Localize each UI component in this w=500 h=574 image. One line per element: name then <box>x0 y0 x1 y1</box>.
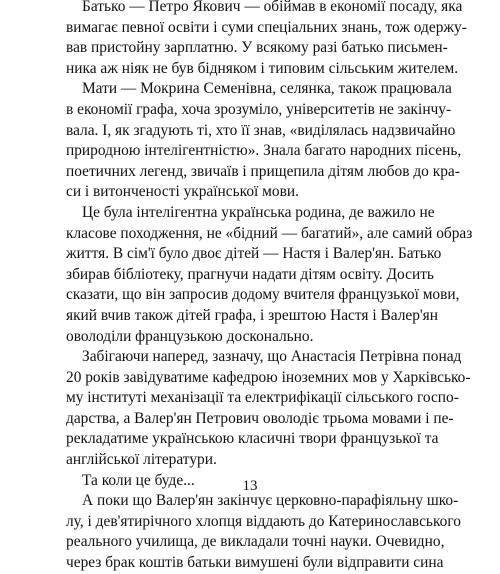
text-line: збирав бібліотеку, прагнучи надати дітям освіту. Досить <box>66 265 434 283</box>
text-line: лу, і дев'ятирічного хлопця віддають до Катеринославського <box>66 512 461 530</box>
text-line: дарства, а Валер'ян Петрович оволодіє трьома мовами і пе- <box>66 409 454 427</box>
text-line: сказати, що він запросив додому вчителя французької мови, <box>66 286 460 304</box>
text-line: Батько — Петро Якович — обіймав в економії посаду, яка <box>82 0 463 15</box>
text-line: вала. І, як згадують ті, хто її знав, «виділялась надзвичайно <box>66 121 456 139</box>
text-line: життя. В сім'ї було двоє дітей — Настя і Валер'ян. Батько <box>66 245 442 263</box>
paragraph-4 <box>66 347 471 471</box>
text-line: Мати — Мокрина Семенівна, селянка, також працювала <box>82 80 452 98</box>
text-line: ника аж ніяк не був бідняком і типовим сільським жителем. <box>66 59 459 77</box>
text-line: Та коли це буде... <box>82 471 195 489</box>
page-number: 13 <box>242 478 258 494</box>
text-line: через брак коштів батьки вимушені були відправити сина <box>66 554 444 572</box>
text-line: англійської літератури. <box>66 451 217 469</box>
paragraph-1 <box>66 0 467 79</box>
text-line: рекладатиме українською класичні твори французької та <box>66 430 439 448</box>
text-line: Забігаючи наперед, зазначу, що Анастасія Петрівна понад <box>82 348 462 366</box>
text-line: вав пристойну зарплатню. У всякому разі батько письмен- <box>66 39 448 57</box>
text-line: 20 років завідуватиме кафедрою іноземних мов у Харківсько- <box>66 368 471 386</box>
text-line: оволоділи французькою досконально. <box>66 327 314 345</box>
paragraph-6 <box>66 491 461 573</box>
text-line: класове походження, не «бідний — багатий», але самий образ <box>66 224 473 242</box>
text-line: природною інтелігентністю». Знала багато народних пісень, <box>66 142 462 160</box>
paragraph-2 <box>66 79 462 203</box>
text-line: си і витонченості української мови. <box>66 183 299 201</box>
text-line: А поки що Валер'ян закінчує церковно-парафіяльну шко- <box>82 492 459 510</box>
text-line: який вчив також дітей графа, і зрештою Настя і Валер'ян <box>66 306 438 324</box>
paragraph-3 <box>66 203 473 347</box>
text-line: поетичних легенд, звичаїв і прищепила дітям любов до кра- <box>66 162 460 180</box>
text-line: в економії графа, хоча зрозуміло, університетів не закінчу- <box>66 100 452 118</box>
text-line: Це була інтелігентна українська родина, де важило не <box>82 203 435 221</box>
text-line: вимагає певної освіти і суми спеціальних знань, тож одержу- <box>66 18 467 36</box>
text-line: му інституті механізації та електрифікації сільського госпо- <box>66 389 459 407</box>
text-line: реального училища, де викладали точні науки. Очевидно, <box>66 533 445 551</box>
